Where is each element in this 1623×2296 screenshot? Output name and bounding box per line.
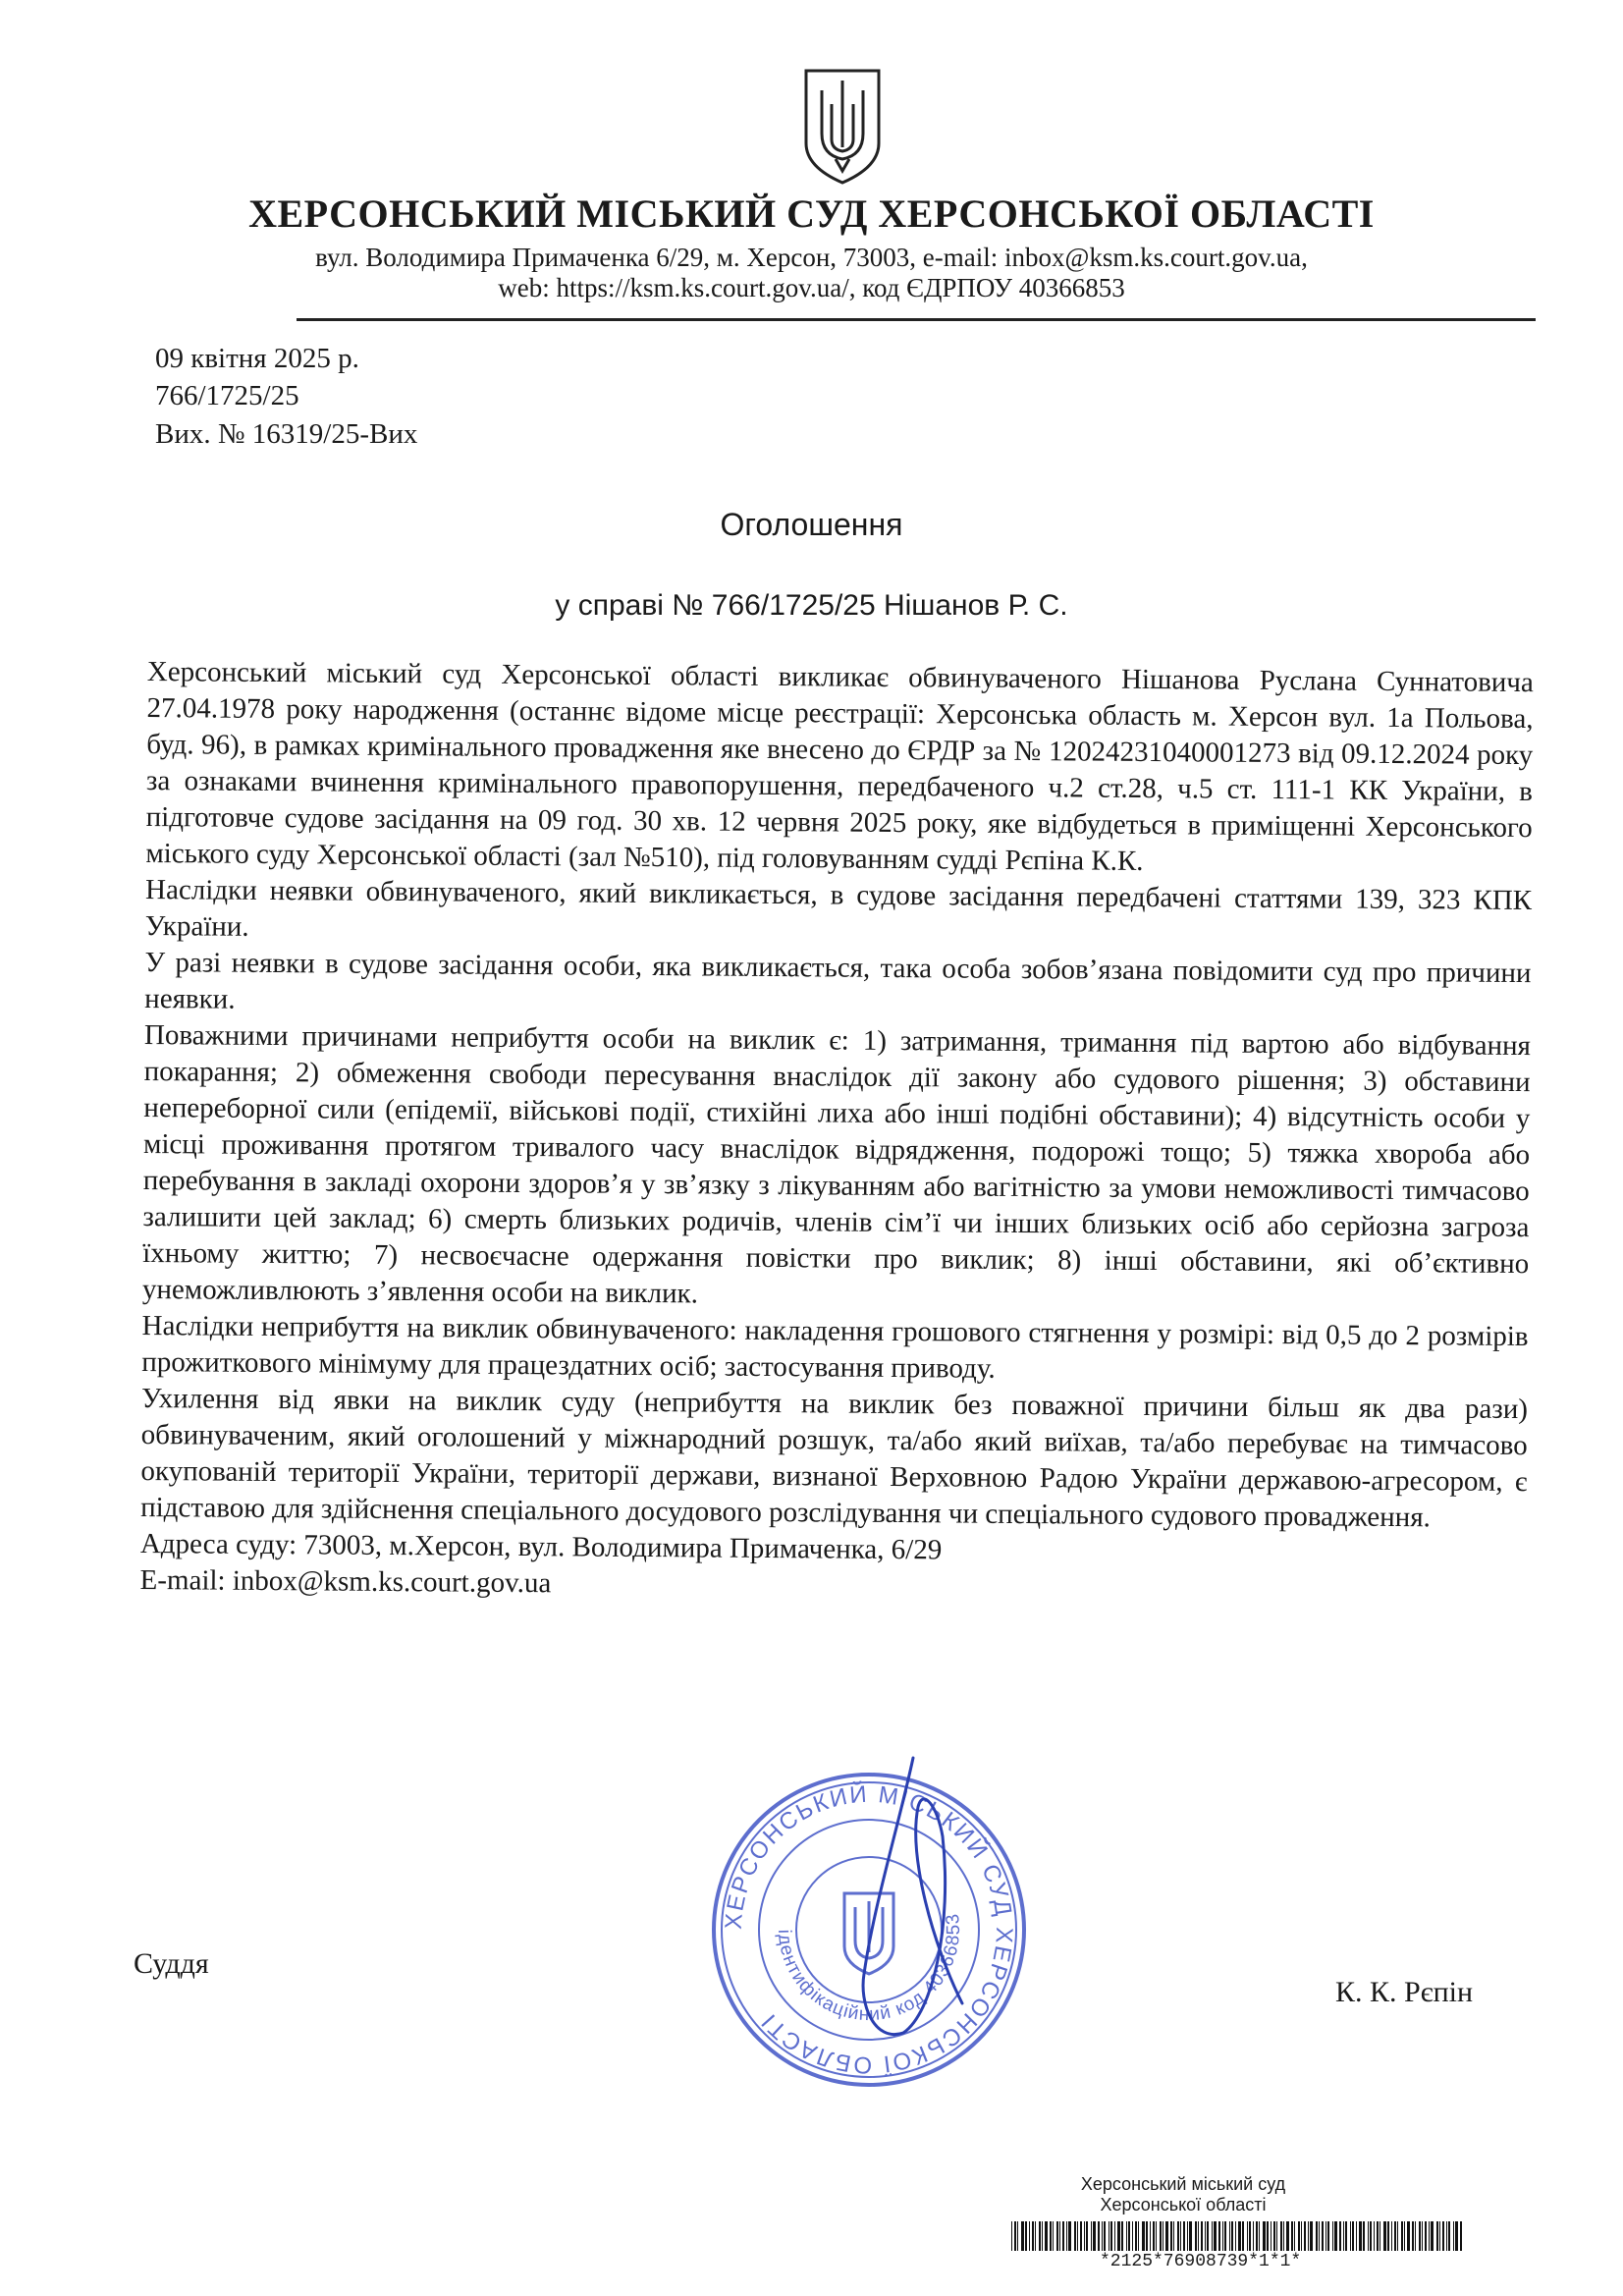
barcode-bar <box>1056 2221 1058 2251</box>
barcode-bar <box>1304 2221 1306 2251</box>
barcode-bar <box>1276 2221 1277 2251</box>
barcode-bar <box>1053 2221 1054 2251</box>
barcode-bar <box>1153 2221 1155 2251</box>
barcode-bar <box>1448 2221 1450 2251</box>
barcode-bar <box>1298 2221 1300 2251</box>
barcode-bar <box>1189 2221 1192 2251</box>
barcode-bar <box>1180 2221 1181 2251</box>
barcode-bar <box>1350 2221 1351 2251</box>
barcode-bar <box>1138 2221 1139 2251</box>
barcode-bar <box>1397 2221 1398 2251</box>
barcode-bar <box>1439 2221 1440 2251</box>
barcode-bar <box>1273 2221 1275 2251</box>
barcode-bar <box>1407 2221 1410 2251</box>
barcode-bar <box>1301 2221 1302 2251</box>
barcode-bar <box>1345 2221 1347 2251</box>
barcode-bar <box>1422 2221 1423 2251</box>
judge-name: К. К. Рєпін <box>1335 1976 1474 2008</box>
barcode-bar <box>1224 2221 1226 2251</box>
barcode-bar <box>1291 2221 1293 2251</box>
barcode-bar <box>1419 2221 1421 2251</box>
barcode-bar <box>1039 2221 1041 2251</box>
barcode-bar <box>1359 2221 1362 2251</box>
barcode-bar <box>1104 2221 1106 2251</box>
barcode-bar <box>1235 2221 1236 2251</box>
barcode-bar <box>1453 2221 1454 2251</box>
barcode-bar <box>1377 2221 1379 2251</box>
barcode-bar <box>1339 2221 1341 2251</box>
barcode-bar <box>1431 2221 1434 2251</box>
barcode-bar <box>1455 2221 1458 2251</box>
paragraph: Поважними причинами неприбуття особи на виклик є: 1) затримання, тримання під вартою або відбування покарання; 2) обмеження свободи пересування внаслідок дії закону або судового рішення; 3) обставини непереборної сили (епідемії, військові події, стихійні лиха або інші подібні обставини); 4) відсутність особи у місці проживання протягом тривалого часу внаслідок відрядження, подорожі тощо; 5) тяжка хвороба або перебування в закладі охорони здоров’я у зв’язку з лікуванням або вагітністю за умови неможливості тимчасово залишити цей заклад; 6) смерть близьких родичів, членів сім’ї чи інших близьких осіб або серйозна загроза їхньому життю; 7) несвоєчасне одержання повістки про виклик; 8) інші обставини, які об’єктивно унеможливлюють з’явлення особи на виклик. <box>141 1018 1532 1310</box>
header-divider <box>297 318 1536 321</box>
case-number: 766/1725/25 <box>155 380 299 411</box>
barcode-bar <box>1187 2221 1188 2251</box>
barcode-bar <box>1114 2221 1115 2251</box>
seal-outer-text: ХЕРСОНСЬКИЙ МІСЬКИЙ СУД ХЕРСОНСЬКОЇ ОБЛАСТІ <box>720 1780 1018 2079</box>
barcode-bar <box>1014 2221 1016 2251</box>
barcode-bar <box>1316 2221 1318 2251</box>
barcode-bar <box>1332 2221 1333 2251</box>
barcode-bar <box>1322 2221 1324 2251</box>
barcode-bar <box>1025 2221 1027 2251</box>
barcode-bar <box>1150 2221 1151 2251</box>
barcode-bar <box>1368 2221 1369 2251</box>
barcode-bar <box>1374 2221 1375 2251</box>
barcode-bar <box>1253 2221 1254 2251</box>
barcode-bar <box>1201 2221 1203 2251</box>
judge-signature <box>805 1748 1001 2062</box>
barcode-bar <box>1319 2221 1320 2251</box>
barcode-bar <box>1327 2221 1329 2251</box>
barcode-bar <box>1222 2221 1223 2251</box>
barcode-bar <box>1117 2221 1120 2251</box>
outgoing-number: Вих. № 16319/25-Вих <box>155 418 418 450</box>
paragraph: E-mail: inbox@ksm.ks.court.gov.ua <box>139 1563 552 1600</box>
paragraph: Наслідки неявки обвинуваченого, який викликається, в судове засідання передбачені статтями 139, 323 КПК України. <box>144 873 1533 943</box>
barcode-bar <box>1391 2221 1392 2251</box>
barcode-bar <box>1195 2221 1197 2251</box>
barcode-bar <box>1086 2221 1088 2251</box>
barcode-bar <box>1404 2221 1405 2251</box>
barcode-bar <box>1170 2221 1172 2251</box>
barcode-bar <box>1066 2221 1067 2251</box>
barcode-bar <box>1308 2221 1309 2251</box>
paragraph: Херсонський міський суд Херсонської області викликає обвинуваченого Нішанова Руслана Суннатовича 27.04.1978 року народження (останнє відоме місце реєстрації: Херсонська область м. Херсон вул. 1а Польова, буд. 96), в рамках кримінального провадження яке внесено до ЄРДР за № 12024231040001273 від 09.12.2024 року за ознаками вчинення кримінального правопорушення, передбаченого ч.2 ст.28, ч.5 ст. 111-1 КК України, в підготовче судове засідання на 09 год. 30 хв. 12 червня 2025 року, яке відбудеться в приміщенні Херсонського міського суду Херсонської області (зал №510), під головуванням судді Рєпіна К.К. <box>145 655 1534 877</box>
court-address: вул. Володимира Примаченка 6/29, м. Херсон, 73003, e-mail: inbox@ksm.ks.court.gov.ua, <box>315 243 1308 272</box>
barcode-bar <box>1280 2221 1282 2251</box>
barcode-bar <box>1352 2221 1354 2251</box>
barcode-bar <box>1383 2221 1386 2251</box>
barcode-bar <box>1212 2221 1213 2251</box>
document-subtitle: у справі № 766/1725/25 Нішанов Р. С. <box>555 589 1068 622</box>
barcode-bar <box>1218 2221 1220 2251</box>
court-web: web: https://ksm.ks.court.gov.ua/, код ЄДРПОУ 40366853 <box>498 273 1125 302</box>
barcode-bar <box>1045 2221 1048 2251</box>
barcode-bar <box>1294 2221 1295 2251</box>
stamp-court-name: Херсонський міський суд <box>1080 2174 1286 2194</box>
stamp-court-region: Херсонської області <box>1100 2195 1267 2214</box>
paragraph: Ухилення від явки на виклик суду (неприбуття на виклик без поважної причини більш як два рази) обвинуваченим, який оголошений у міжнародний розшук, та/або який виїхав, та/або перебуває на тимчасово окупованій території України, території держави, визнаної Верховною Радою України державою-агресором, є підставою для здійснення спеціального досудового розслідування чи спеціального судового провадження. <box>140 1382 1529 1534</box>
paragraph: Адреса суду: 73003, м.Херсон, вул. Володимира Примаченка, 6/29 <box>139 1527 943 1566</box>
barcode-bar <box>1068 2221 1071 2251</box>
barcode-bar <box>1256 2221 1258 2251</box>
barcode-bar <box>1059 2221 1060 2251</box>
trident-icon <box>800 65 885 187</box>
document-title: Оголошення <box>720 507 903 542</box>
barcode-bar <box>1126 2221 1127 2251</box>
barcode-bar <box>1259 2221 1260 2251</box>
barcode-bar <box>1177 2221 1179 2251</box>
barcode-bar <box>1249 2221 1251 2251</box>
barcode-bar <box>1110 2221 1112 2251</box>
barcode-bar <box>1429 2221 1430 2251</box>
barcode-text: *2125*76908739*1*1* <box>1100 2252 1302 2271</box>
document-body <box>139 654 1534 1610</box>
barcode-bar <box>1207 2221 1209 2251</box>
barcode <box>1011 2221 1463 2251</box>
barcode-bar <box>1084 2221 1085 2251</box>
barcode-bar <box>1121 2221 1123 2251</box>
barcode-bar <box>1042 2221 1043 2251</box>
barcode-bar <box>1356 2221 1357 2251</box>
barcode-bar <box>1198 2221 1199 2251</box>
barcode-bar <box>1017 2221 1018 2251</box>
barcode-bar <box>1325 2221 1326 2251</box>
barcode-bar <box>1394 2221 1396 2251</box>
barcode-bar <box>1263 2221 1266 2251</box>
barcode-bar <box>1267 2221 1269 2251</box>
registration-stamp <box>1021 2174 1345 2215</box>
barcode-bar <box>1074 2221 1076 2251</box>
barcode-bar <box>1035 2221 1036 2251</box>
barcode-bar <box>1247 2221 1248 2251</box>
barcode-bar <box>1283 2221 1284 2251</box>
barcode-bar <box>1077 2221 1078 2251</box>
barcode-bar <box>1080 2221 1082 2251</box>
paragraph: Наслідки неприбуття на виклик обвинуваченого: накладення грошового стягнення у розмірі: від 0,5 до 2 розмірів прожиткового мінімуму для працездатних осіб; застосування приводу. <box>141 1309 1529 1385</box>
barcode-bar <box>1160 2221 1162 2251</box>
barcode-bar <box>1132 2221 1133 2251</box>
barcode-bar <box>1370 2221 1372 2251</box>
judge-role: Суддя <box>134 1947 209 1980</box>
barcode-bar <box>1142 2221 1145 2251</box>
barcode-bar <box>1093 2221 1096 2251</box>
paragraph: У разі неявки в судове засідання особи, яка викликається, така особа зобов’язана повідомити суд про причини неявки. <box>144 946 1532 1015</box>
barcode-bar <box>1446 2221 1447 2251</box>
barcode-bar <box>1128 2221 1130 2251</box>
court-name: ХЕРСОНСЬКИЙ МІСЬКИЙ СУД ХЕРСОНСЬКОЇ ОБЛАСТІ <box>248 191 1375 236</box>
barcode-bar <box>1091 2221 1092 2251</box>
barcode-bar <box>1229 2221 1230 2251</box>
barcode-bar <box>1442 2221 1444 2251</box>
barcode-bar <box>1062 2221 1064 2251</box>
barcode-bar <box>1343 2221 1344 2251</box>
barcode-bar <box>1029 2221 1030 2251</box>
barcode-bar <box>1135 2221 1137 2251</box>
barcode-bar <box>1102 2221 1103 2251</box>
barcode-bar <box>1011 2221 1012 2251</box>
barcode-bar <box>1310 2221 1313 2251</box>
barcode-bar <box>1165 2221 1168 2251</box>
barcode-bar <box>1214 2221 1217 2251</box>
barcode-bar <box>1183 2221 1185 2251</box>
barcode-bar <box>1412 2221 1414 2251</box>
barcode-bar <box>1242 2221 1244 2251</box>
barcode-bar <box>1032 2221 1034 2251</box>
barcode-bar <box>1238 2221 1241 2251</box>
barcode-bar <box>1098 2221 1100 2251</box>
barcode-bar <box>1387 2221 1389 2251</box>
barcode-bar <box>1050 2221 1052 2251</box>
barcode-bar <box>1363 2221 1365 2251</box>
barcode-bar <box>1415 2221 1416 2251</box>
barcode-bar <box>1173 2221 1174 2251</box>
barcode-bar <box>1436 2221 1438 2251</box>
barcode-bar <box>1401 2221 1403 2251</box>
barcode-bar <box>1156 2221 1157 2251</box>
barcode-bar <box>1460 2221 1462 2251</box>
document-date: 09 квітня 2025 р. <box>155 343 359 374</box>
barcode-bar <box>1021 2221 1024 2251</box>
barcode-bar <box>1425 2221 1427 2251</box>
barcode-bar <box>1146 2221 1148 2251</box>
barcode-bar <box>1286 2221 1289 2251</box>
barcode-bar <box>1205 2221 1206 2251</box>
barcode-bar <box>1231 2221 1233 2251</box>
seal-inner-text: ідентифікаційний код 40366853 <box>773 1911 965 2026</box>
barcode-bar <box>1334 2221 1337 2251</box>
